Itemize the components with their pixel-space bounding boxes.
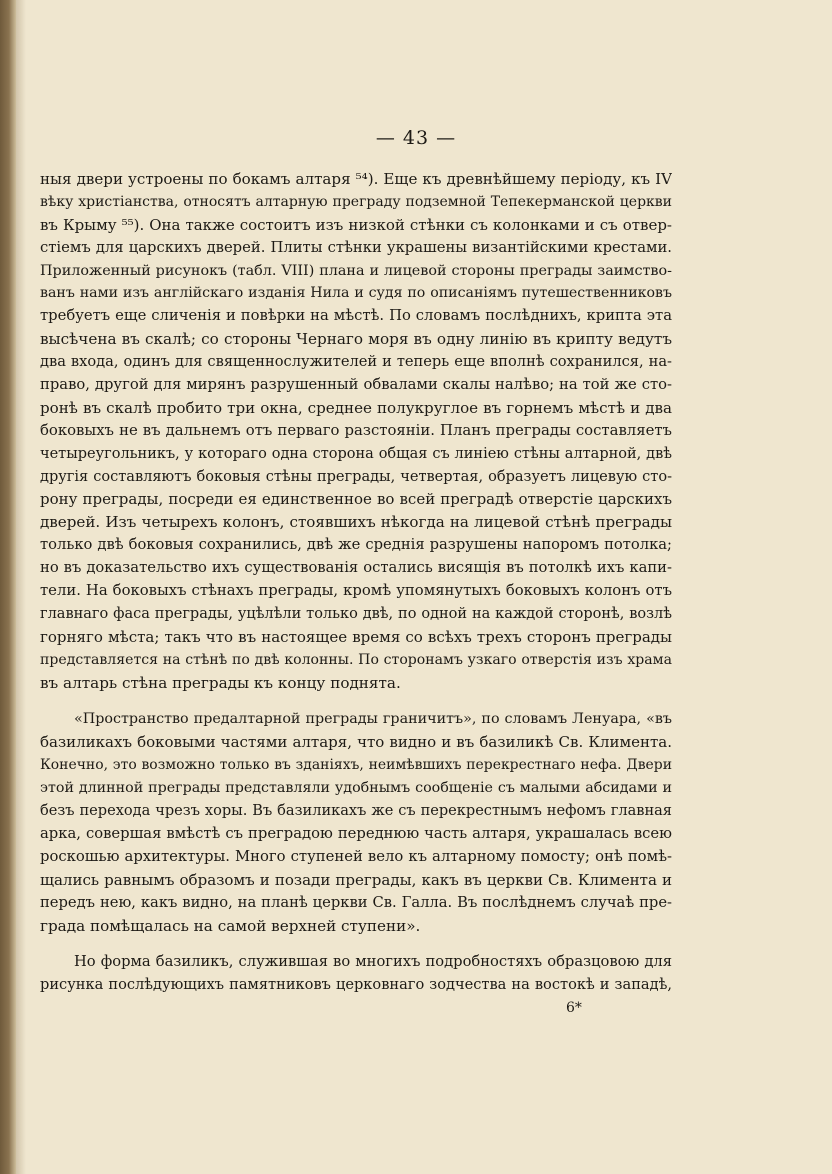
text-line: горняго мѣста; такъ что въ настоящее время со всѣхъ трехъ сторонъ преграды [40, 627, 672, 646]
paragraph [40, 168, 672, 694]
text-line: дверей. Изъ четырехъ колонъ, стоявшихъ нѣкогда на лицевой стѣнѣ преграды [40, 513, 672, 532]
text-line: передъ нею, какъ видно, на планѣ церкви Св. Галла. Въ послѣднемъ случаѣ пре- [40, 893, 672, 911]
text-line: требуетъ еще сличенія и повѣрки на мѣстѣ. По словамъ послѣднихъ, крипта эта [40, 307, 672, 325]
page-number: — 43 — [375, 127, 457, 149]
text-line: щались равнымъ образомъ и позади преграды, какъ въ церкви Св. Климента и [40, 870, 672, 889]
paragraph [40, 951, 672, 997]
text-line: два входа, одинъ для священнослужителей и теперь еще вполнѣ сохранился, на- [40, 353, 672, 371]
paragraph [40, 708, 672, 937]
text-line: этой длинной преграды представляли удобнымъ сообщеніе съ малыми абсидами и [40, 780, 672, 797]
paragraph-gap [40, 694, 672, 708]
text-line: право, другой для мирянъ разрушенный обвалами скалы налѣво; на той же сто- [40, 376, 672, 394]
text-line: Конечно, это возможно только въ зданіяхъ, неимѣвшихъ перекрестнаго нефа. Двери [40, 757, 672, 774]
book-spine-edge [0, 0, 16, 1174]
text-line: въ алтарь стѣна преграды къ концу поднята. [40, 673, 401, 692]
text-line: представляется на стѣнѣ по двѣ колонны. По сторонамъ узкаго отверстія изъ храма [40, 651, 672, 668]
text-line: въ Крыму ⁵⁵). Она также состоитъ изъ низкой стѣнки съ колонками и съ отвер- [40, 215, 672, 234]
text-line: только двѣ боковыя сохранились, двѣ же среднія разрушены напоромъ потолка; [40, 536, 672, 554]
text-line: арка, совершая вмѣстѣ съ преградою переднюю часть алтаря, украшалась всею [40, 824, 672, 842]
text-line: четыреугольникъ, у котораго одна сторона общая съ линіею стѣны алтарной, двѣ [40, 445, 672, 462]
text-line: града помѣщалась на самой верхней ступени». [40, 916, 421, 935]
text-line: рону преграды, посреди ея единственное во всей преградѣ отверстіе царскихъ [40, 490, 672, 509]
paragraph-gap [40, 937, 672, 951]
text-line: Но форма базиликъ, служившая во многихъ подробностяхъ образцовою для [74, 953, 672, 971]
text-line: роскошью архитектуры. Много ступеней вело къ алтарному помосту; онѣ помѣ- [40, 847, 672, 865]
text-line: ванъ нами изъ англійскаго изданія Нила и судя по описаніямъ путешественниковъ [40, 285, 672, 302]
text-line: безъ перехода чрезъ хоры. Въ базиликахъ же съ перекрестнымъ нефомъ главная [40, 802, 672, 820]
text-line: главнаго фаса преграды, уцѣлѣли только двѣ, по одной на каждой сторонѣ, возлѣ [40, 605, 672, 622]
text-line: ныя двери устроены по бокамъ алтаря ⁵⁴). Еще къ древнѣйшему періоду, къ IV [40, 170, 672, 188]
text-line: базиликахъ боковыми частями алтаря, что видно и въ базиликѣ Св. Климента. [40, 733, 672, 752]
text-line: ронѣ въ скалѣ пробито три окна, среднее полукруглое въ горнемъ мѣстѣ и два [40, 398, 672, 417]
text-line: Приложенный рисунокъ (табл. VIII) плана и лицевой стороны преграды заимство- [40, 262, 672, 279]
text-line: тели. На боковыхъ стѣнахъ преграды, кромѣ упомянутыхъ боковыхъ колонъ отъ [40, 582, 672, 600]
text-line: но въ доказательство ихъ существованія остались висящія въ потолкѣ ихъ капи- [40, 559, 672, 577]
page-gutter-shadow [16, 0, 26, 1174]
signature-mark: 6* [566, 1000, 582, 1016]
text-line: вѣку христіанства, относятъ алтарную преграду подземной Тепекерманской церкви [40, 193, 672, 210]
text-line: стіемъ для царскихъ дверей. Плиты стѣнки украшены византійскими крестами. [40, 238, 672, 256]
text-line: боковыхъ не въ дальнемъ отъ перваго разстояніи. Планъ преграды составляетъ [40, 421, 672, 439]
body-text [40, 168, 672, 997]
text-line: высѣчена въ скалѣ; со стороны Чернаго моря въ одну линію въ крипту ведутъ [40, 330, 672, 349]
text-line: «Пространство предалтарной преграды граничитъ», по словамъ Ленуара, «въ [74, 711, 672, 728]
text-line: рисунка послѣдующихъ памятниковъ церковнаго зодчества на востокѣ и западѣ, [40, 976, 672, 994]
text-line: другія составляютъ боковыя стѣны преграды, четвертая, образуетъ лицевую сто- [40, 468, 672, 485]
